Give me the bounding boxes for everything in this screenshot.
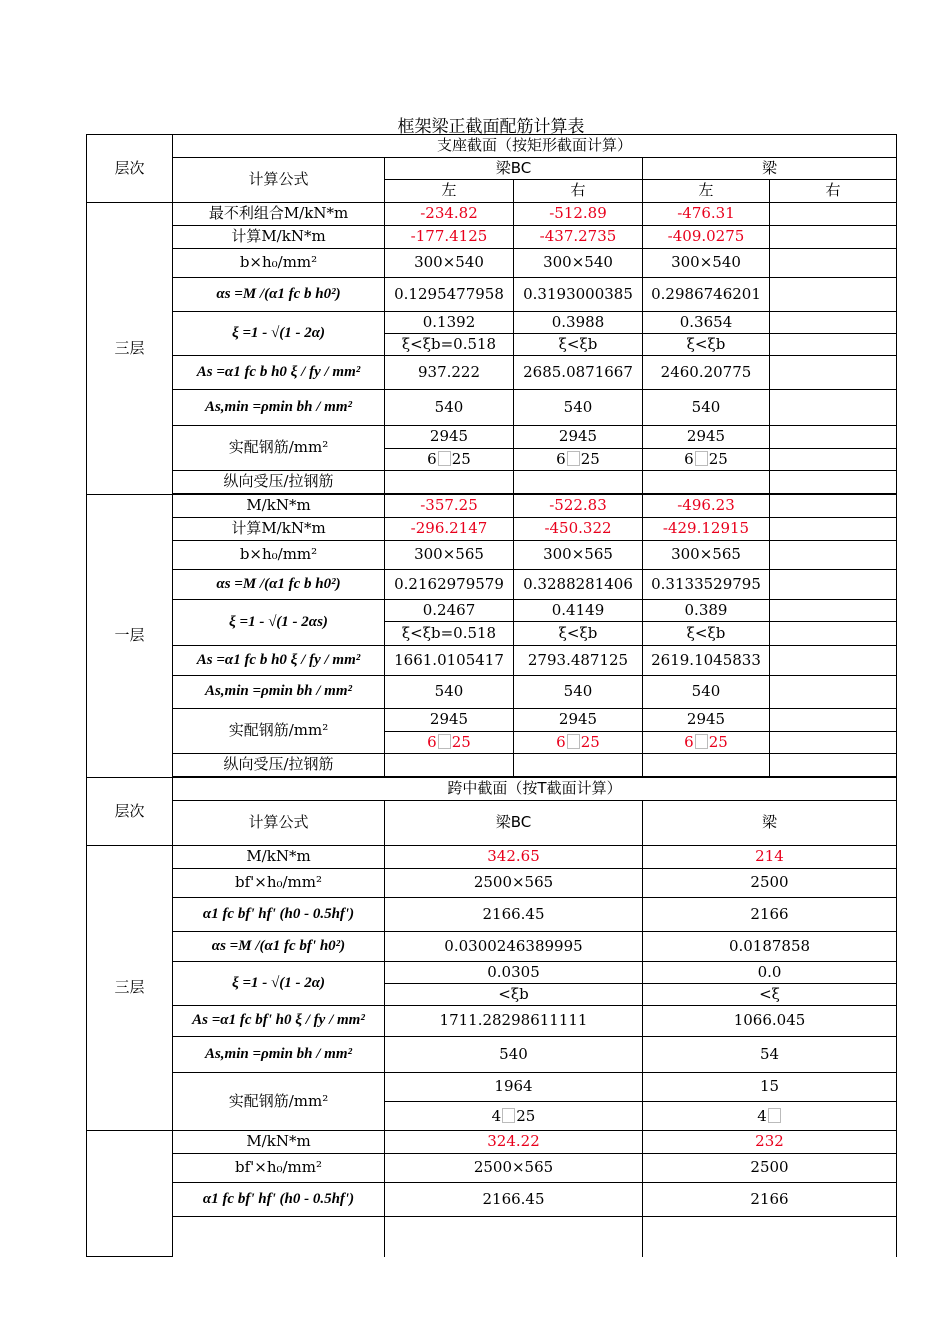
bars-cell[interactable] <box>643 1102 897 1131</box>
formula-as: As =α1 fc b h0 ξ / fy / mm² <box>173 356 385 390</box>
level-cell: 一层 <box>87 495 173 778</box>
beam-bc-header: 梁BC <box>385 801 643 846</box>
value-cell[interactable] <box>770 278 897 312</box>
beam-next-header: 梁 <box>643 158 897 180</box>
beam-bc-header: 梁BC <box>385 158 643 180</box>
bar-count: 4 <box>757 1106 767 1125</box>
value-cell[interactable]: -296.2147 <box>385 518 514 541</box>
bars-cell[interactable] <box>514 449 643 471</box>
left-header: 左 <box>643 180 770 203</box>
value-cell[interactable] <box>770 518 897 541</box>
value-cell[interactable] <box>770 334 897 356</box>
value-cell[interactable]: 0.2467 <box>385 600 514 622</box>
bar-diameter: 25 <box>516 1106 536 1125</box>
value-cell[interactable]: 2945 <box>514 426 643 449</box>
formula-asmin: As,min =ρmin bh / mm² <box>173 1037 385 1073</box>
value-cell[interactable]: 54 <box>643 1037 897 1073</box>
value-cell[interactable]: 2166 <box>643 1183 897 1217</box>
row-label: M/kN*m <box>173 846 385 869</box>
value-cell[interactable] <box>643 754 770 777</box>
value-cell[interactable] <box>770 732 897 754</box>
value-cell[interactable]: 0.3988 <box>514 312 643 334</box>
value-cell[interactable]: 2945 <box>385 709 514 732</box>
value-cell[interactable]: -496.23 <box>643 495 770 518</box>
formula-check: α1 fc bf' hf' (h0 - 0.5hf') <box>173 1183 385 1217</box>
value-cell[interactable]: 2166.45 <box>385 1183 643 1217</box>
bar-count: 6 <box>427 450 437 469</box>
value-cell[interactable]: 2619.1045833 <box>643 646 770 676</box>
value-cell[interactable] <box>770 495 897 518</box>
value-cell[interactable]: 232 <box>643 1131 897 1154</box>
bar-diameter: 25 <box>451 450 471 469</box>
bar-diameter: 25 <box>580 450 600 469</box>
value-cell[interactable]: 1964 <box>385 1073 643 1102</box>
value-cell[interactable]: 214 <box>643 846 897 869</box>
value-cell[interactable]: 2945 <box>514 709 643 732</box>
row-label: bf'×h₀/mm² <box>173 869 385 898</box>
value-cell[interactable] <box>770 471 897 494</box>
rebar-symbol-icon <box>695 451 708 466</box>
value-cell[interactable]: 540 <box>514 390 643 426</box>
value-cell[interactable]: 540 <box>385 1037 643 1073</box>
level-cell: 三层 <box>87 203 173 495</box>
value-cell[interactable]: -409.0275 <box>643 226 770 249</box>
row-label: M/kN*m <box>173 495 385 518</box>
bars-cell[interactable] <box>385 449 514 471</box>
level-cell <box>87 1131 173 1257</box>
formula-xi: ξ =1 - √(1 - 2α) <box>173 962 385 1006</box>
value-cell[interactable]: 300×565 <box>385 541 514 570</box>
row-label <box>173 1217 385 1257</box>
value-cell[interactable]: 2500×565 <box>385 869 643 898</box>
bars-cell[interactable] <box>514 732 643 754</box>
formula-alpha: αs =M /(α1 fc b h0²) <box>173 278 385 312</box>
right-header: 右 <box>770 180 897 203</box>
row-label: b×h₀/mm² <box>173 249 385 278</box>
value-cell[interactable] <box>770 646 897 676</box>
value-cell[interactable]: 0.4149 <box>514 600 643 622</box>
xi-compare-cell[interactable]: ξ<ξb=0.518 <box>385 334 514 356</box>
value-cell[interactable] <box>385 471 514 494</box>
sheet-viewport[interactable] <box>86 134 841 1220</box>
value-cell[interactable]: 0.0305 <box>385 962 643 984</box>
value-cell[interactable] <box>643 471 770 494</box>
row-label: 纵向受压/拉钢筋 <box>173 471 385 494</box>
value-cell[interactable]: -357.25 <box>385 495 514 518</box>
value-cell[interactable]: 0.1295477958 <box>385 278 514 312</box>
row-label: b×h₀/mm² <box>173 541 385 570</box>
bars-cell[interactable] <box>643 732 770 754</box>
value-cell[interactable]: 2945 <box>643 426 770 449</box>
value-cell[interactable]: 2945 <box>643 709 770 732</box>
value-cell[interactable]: -177.4125 <box>385 226 514 249</box>
value-cell[interactable]: 2500×565 <box>385 1154 643 1183</box>
xi-compare-cell[interactable]: ξ<ξb <box>514 622 643 646</box>
value-cell[interactable]: 300×540 <box>385 249 514 278</box>
value-cell[interactable]: 937.222 <box>385 356 514 390</box>
value-cell[interactable]: 2685.0871667 <box>514 356 643 390</box>
rebar-symbol-icon <box>438 734 451 749</box>
value-cell[interactable]: 0.1392 <box>385 312 514 334</box>
bar-count: 6 <box>556 450 566 469</box>
value-cell[interactable] <box>770 312 897 334</box>
value-cell[interactable]: 540 <box>514 676 643 709</box>
value-cell[interactable] <box>770 754 897 777</box>
level-cell: 三层 <box>87 846 173 1131</box>
formula-header: 计算公式 <box>173 158 385 203</box>
row-label: 最不利组合M/kN*m <box>173 203 385 226</box>
xi-compare-cell[interactable]: ξ<ξb <box>643 334 770 356</box>
value-cell[interactable]: 2945 <box>385 426 514 449</box>
value-cell[interactable]: 0.0187858 <box>643 932 897 962</box>
value-cell[interactable]: 540 <box>385 676 514 709</box>
formula-alpha: αs =M /(α1 fc b h0²) <box>173 570 385 600</box>
bar-count: 6 <box>684 450 694 469</box>
rebar-symbol-icon <box>567 734 580 749</box>
beam-next-header: 梁 <box>643 801 897 846</box>
formula-xi: ξ =1 - √(1 - 2αs) <box>173 600 385 646</box>
value-cell[interactable]: 300×565 <box>514 541 643 570</box>
formula-asmin: As,min =ρmin bh / mm² <box>173 676 385 709</box>
value-cell[interactable]: 0.389 <box>643 600 770 622</box>
value-cell[interactable]: -437.2735 <box>514 226 643 249</box>
row-label: bf'×h₀/mm² <box>173 1154 385 1183</box>
formula-alpha: αs =M /(α1 fc bf' h0²) <box>173 932 385 962</box>
bar-diameter: 25 <box>580 733 600 752</box>
rebar-symbol-icon <box>502 1108 515 1123</box>
formula-as: As =α1 fc bf' h0 ξ / fy / mm² <box>173 1006 385 1037</box>
value-cell[interactable]: 342.65 <box>385 846 643 869</box>
value-cell[interactable]: -450.322 <box>514 518 643 541</box>
value-cell[interactable]: 300×540 <box>643 249 770 278</box>
row-label: 计算M/kN*m <box>173 226 385 249</box>
value-cell[interactable]: -512.89 <box>514 203 643 226</box>
value-cell[interactable] <box>770 203 897 226</box>
bar-diameter: 25 <box>708 450 728 469</box>
value-cell[interactable] <box>770 676 897 709</box>
formula-as: As =α1 fc b h0 ξ / fy / mm² <box>173 646 385 676</box>
xi-compare-cell[interactable]: <ξb <box>385 984 643 1006</box>
rebar-symbol-icon <box>438 451 451 466</box>
value-cell[interactable]: 2500 <box>643 1154 897 1183</box>
value-cell[interactable] <box>770 226 897 249</box>
bars-cell[interactable] <box>643 449 770 471</box>
value-cell[interactable] <box>770 449 897 471</box>
page-title: 框架梁正截面配筋计算表 <box>397 117 585 137</box>
left-header: 左 <box>385 180 514 203</box>
xi-compare-cell[interactable]: ξ<ξb=0.518 <box>385 622 514 646</box>
value-cell[interactable]: 540 <box>643 390 770 426</box>
value-cell[interactable]: -429.12915 <box>643 518 770 541</box>
value-cell[interactable] <box>385 754 514 777</box>
bars-cell[interactable] <box>385 732 514 754</box>
rebar-symbol-icon <box>768 1108 781 1123</box>
value-cell[interactable]: 1661.0105417 <box>385 646 514 676</box>
value-cell[interactable]: 1066.045 <box>643 1006 897 1037</box>
bar-count: 6 <box>684 733 694 752</box>
level-header: 层次 <box>87 135 173 203</box>
value-cell[interactable]: 0.2162979579 <box>385 570 514 600</box>
bar-diameter: 25 <box>708 733 728 752</box>
row-label: 纵向受压/拉钢筋 <box>173 754 385 777</box>
value-cell[interactable]: -234.82 <box>385 203 514 226</box>
value-cell[interactable]: 2460.20775 <box>643 356 770 390</box>
span-section-header: 跨中截面（按T截面计算） <box>173 778 897 801</box>
xi-compare-cell[interactable]: ξ<ξb <box>643 622 770 646</box>
bar-diameter: 25 <box>451 733 471 752</box>
value-cell[interactable] <box>770 390 897 426</box>
bar-count: 6 <box>556 733 566 752</box>
value-cell[interactable]: 0.3133529795 <box>643 570 770 600</box>
xi-compare-cell[interactable]: ξ<ξb <box>514 334 643 356</box>
row-label: 实配钢筋/mm² <box>173 709 385 754</box>
value-cell[interactable] <box>770 600 897 622</box>
value-cell[interactable] <box>770 356 897 390</box>
value-cell[interactable]: 2166.45 <box>385 898 643 932</box>
value-cell[interactable]: 0.0 <box>643 962 897 984</box>
value-cell[interactable]: 300×540 <box>514 249 643 278</box>
right-header: 右 <box>514 180 643 203</box>
row-label: 实配钢筋/mm² <box>173 1073 385 1131</box>
formula-check: α1 fc bf' hf' (h0 - 0.5hf') <box>173 898 385 932</box>
value-cell[interactable] <box>770 249 897 278</box>
xi-compare-cell[interactable]: <ξ <box>643 984 897 1006</box>
value-cell[interactable] <box>385 1217 643 1257</box>
support-section-header: 支座截面（按矩形截面计算） <box>173 135 897 158</box>
value-cell[interactable]: 540 <box>385 390 514 426</box>
value-cell[interactable]: 0.3193000385 <box>514 278 643 312</box>
value-cell[interactable]: 324.22 <box>385 1131 643 1154</box>
bars-cell[interactable] <box>385 1102 643 1131</box>
rebar-symbol-icon <box>567 451 580 466</box>
bar-count: 6 <box>427 733 437 752</box>
value-cell[interactable]: 2500 <box>643 869 897 898</box>
value-cell[interactable]: 0.3654 <box>643 312 770 334</box>
value-cell[interactable] <box>770 426 897 449</box>
value-cell[interactable] <box>514 471 643 494</box>
value-cell[interactable]: 15 <box>643 1073 897 1102</box>
value-cell[interactable]: -476.31 <box>643 203 770 226</box>
row-label: M/kN*m <box>173 1131 385 1154</box>
formula-xi: ξ =1 - √(1 - 2α) <box>173 312 385 356</box>
rebar-symbol-icon <box>695 734 708 749</box>
value-cell[interactable] <box>514 754 643 777</box>
value-cell[interactable] <box>770 622 897 646</box>
bar-count: 4 <box>491 1106 502 1125</box>
value-cell[interactable] <box>770 570 897 600</box>
value-cell[interactable] <box>770 709 897 732</box>
row-label: 计算M/kN*m <box>173 518 385 541</box>
value-cell[interactable]: 300×565 <box>643 541 770 570</box>
value-cell[interactable]: 1711.28298611111 <box>385 1006 643 1037</box>
value-cell[interactable] <box>643 1217 897 1257</box>
value-cell[interactable]: -522.83 <box>514 495 643 518</box>
value-cell[interactable]: 2166 <box>643 898 897 932</box>
calc-table <box>86 134 897 1257</box>
value-cell[interactable]: 0.3288281406 <box>514 570 643 600</box>
value-cell[interactable]: 0.0300246389995 <box>385 932 643 962</box>
value-cell[interactable]: 2793.487125 <box>514 646 643 676</box>
value-cell[interactable] <box>770 541 897 570</box>
value-cell[interactable]: 0.2986746201 <box>643 278 770 312</box>
formula-header: 计算公式 <box>173 801 385 846</box>
value-cell[interactable]: 540 <box>643 676 770 709</box>
level-header: 层次 <box>87 778 173 846</box>
row-label: 实配钢筋/mm² <box>173 426 385 471</box>
formula-asmin: As,min =ρmin bh / mm² <box>173 390 385 426</box>
